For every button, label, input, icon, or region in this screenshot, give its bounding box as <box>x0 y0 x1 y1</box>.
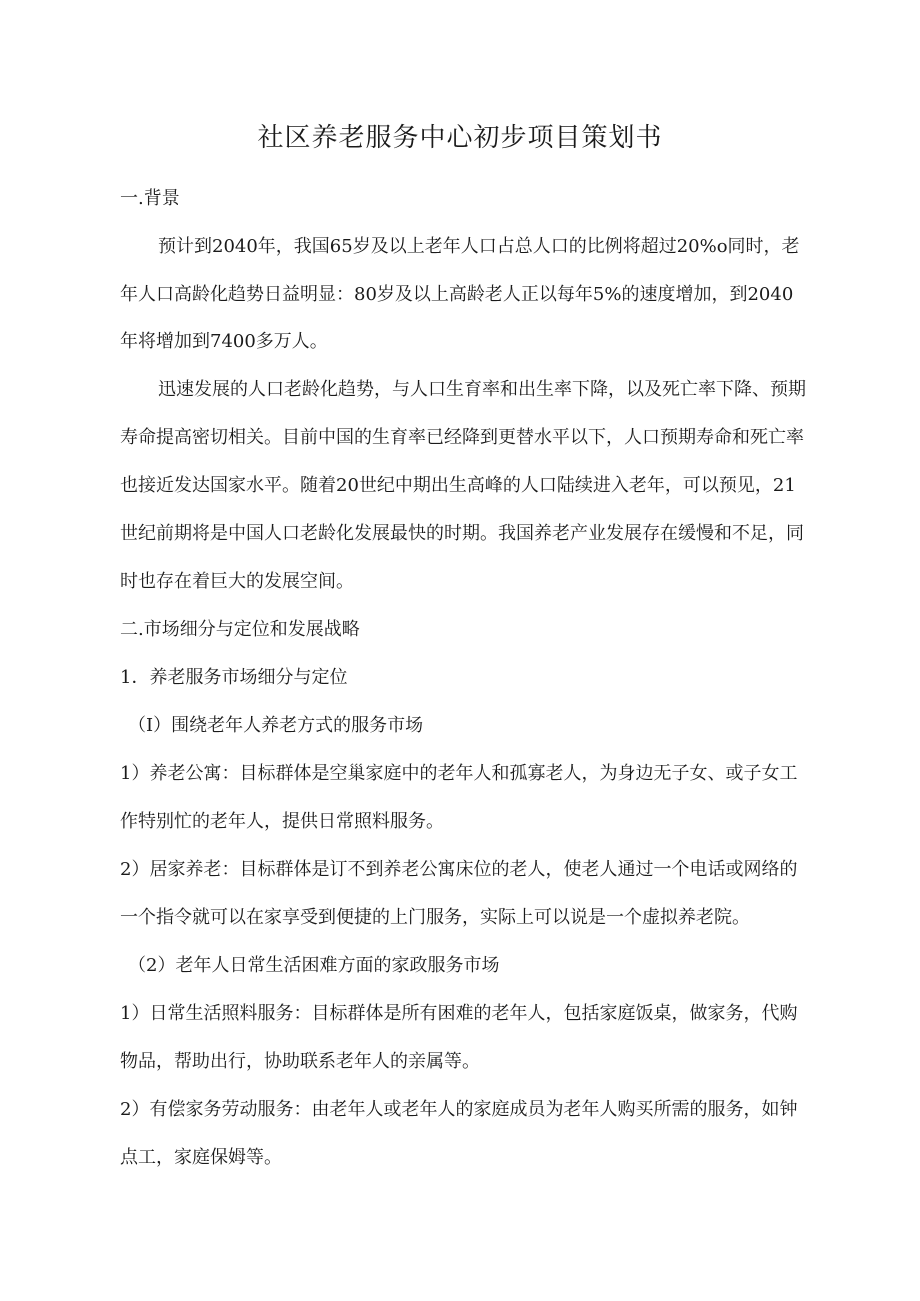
subsection1-heading: 1．养老服务市场细分与定位 <box>120 667 348 688</box>
item4-line: 2）有偿家务劳动服务：由老年人或老年人的家庭成员为老年人购买所需的服务，如钟 <box>120 1099 798 1120</box>
para2-line: 世纪前期将是中国人口老龄化发展最快的时期。我国养老产业发展存在缓慢和不足，同 <box>120 523 804 544</box>
document-title: 社区养老服务中心初步项目策划书 <box>257 123 663 153</box>
para2-line: 也接近发达国家水平。随着20世纪中期出生高峰的人口陆续进入老年，可以预见，21 <box>120 475 796 496</box>
para2-line: 迅速发展的人口老龄化趋势，与人口生育率和出生率下降，以及死亡率下降、预期 <box>158 379 806 400</box>
section2-heading: 二.市场细分与定位和发展战略 <box>120 619 360 640</box>
item3-line: 物品，帮助出行，协助联系老年人的亲属等。 <box>120 1051 480 1072</box>
para1-line: 年将增加到7400多万人。 <box>120 331 328 352</box>
subsub2-heading: （2）老年人日常生活困难方面的家政服务市场 <box>128 955 500 976</box>
para1-line: 预计到2040年，我国65岁及以上老年人口占总人口的比例将超过20%o同时，老 <box>158 236 800 257</box>
para2-line: 时也存在着巨大的发展空间。 <box>120 571 354 592</box>
item3-line: 1）日常生活照料服务：目标群体是所有困难的老年人，包括家庭饭桌，做家务，代购 <box>120 1003 798 1024</box>
item1-line: 作特别忙的老年人，提供日常照料服务。 <box>120 811 444 832</box>
item1-line: 1）养老公寓：目标群体是空巢家庭中的老年人和孤寡老人，为身边无子女、或子女工 <box>120 763 798 784</box>
item4-line: 点工，家庭保姆等。 <box>120 1147 282 1168</box>
subsub1-heading: （I）围绕老年人养老方式的服务市场 <box>128 715 424 736</box>
para1-line: 年人口高龄化趋势日益明显：80岁及以上高龄老人正以每年5%的速度增加，到2040 <box>120 284 794 305</box>
item2-line: 一个指令就可以在家享受到便捷的上门服务，实际上可以说是一个虚拟养老院。 <box>120 907 750 928</box>
section1-heading: 一.背景 <box>120 188 180 209</box>
item2-line: 2）居家养老：目标群体是订不到养老公寓床位的老人，使老人通过一个电话或网络的 <box>120 859 798 880</box>
para2-line: 寿命提高密切相关。目前中国的生育率已经降到更替水平以下，人口预期寿命和死亡率 <box>120 427 804 448</box>
